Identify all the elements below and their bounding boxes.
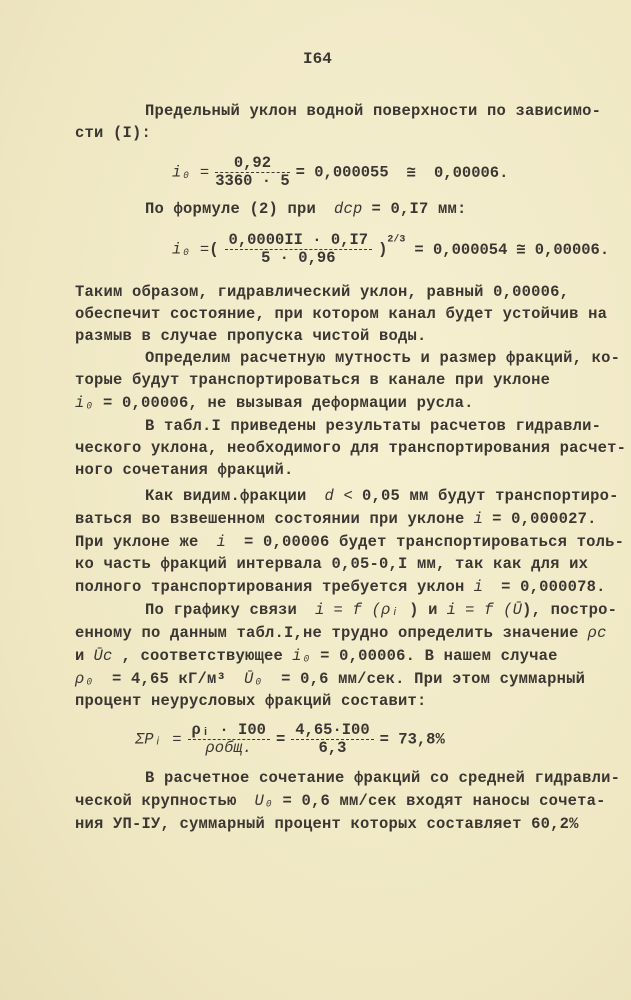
text: = 0,000078. (501, 578, 606, 596)
formula-lhs: i₀ = (172, 240, 210, 259)
text: = 0,I7 мм: (371, 200, 467, 218)
text-line: В расчетное сочетание фракций со средней гидравли- (145, 769, 621, 787)
text: енному по данным табл.I,не трудно определить значение (75, 624, 579, 642)
symbol: Ū₀ (244, 670, 264, 688)
text-line (75, 670, 585, 688)
symbol: i (473, 510, 484, 528)
numerator: 4,65·I00 (291, 722, 373, 740)
text-line: ко часть фракций интервала 0,05-0,I мм, так как для их (75, 555, 589, 573)
formula-3 (135, 722, 445, 757)
denominator: ρобщ. (205, 739, 252, 757)
text: полного транспортирования требуется уклон (75, 578, 465, 596)
text-line: размыв в случае пропуска чистой воды. (75, 327, 427, 345)
text: = 0,000027. (492, 510, 597, 528)
text: = 0,00006. В нашем случае (320, 647, 558, 665)
text: ваться во взвешенном состоянии при уклоне (75, 510, 465, 528)
symbol: ρc (587, 624, 607, 642)
symbol: ρᵢ (381, 601, 401, 619)
text-line (75, 578, 606, 596)
text: = 0,6 мм/сек. При этом суммарный (281, 670, 586, 688)
text: = 0,00006 будет транспортироваться толь- (244, 533, 625, 551)
open-paren: ( (209, 240, 219, 259)
text: , соответствующее (121, 647, 284, 665)
approx-sign: ≅ (406, 163, 416, 182)
symbol: ρ₀ (75, 670, 95, 688)
text-line (145, 487, 619, 505)
denominator: 3360 · 5 (215, 172, 290, 190)
numerator: 0,92 (215, 155, 289, 173)
text-line: ного сочетания фракций. (75, 461, 294, 479)
symbol: = f ( (465, 601, 513, 619)
text: По формуле (2) при (145, 200, 317, 218)
text-line: процент неурусловых фракций составит: (75, 692, 427, 710)
text: = 0,6 мм/сек входят наносы сочета- (282, 792, 606, 810)
text-line: ческого уклона, необходимого для транспортирования расчет- (75, 439, 627, 457)
approx-value: 0,00006. (534, 240, 610, 259)
text: 0,05 мм будут транспортиро- (362, 487, 619, 505)
text-line: ния УП-IУ, суммарный процент которых составляет 60,2% (75, 815, 579, 833)
symbol: i (216, 533, 227, 551)
symbol: Ū (512, 601, 523, 619)
text-line: Таким образом, гидравлический уклон, равный 0,00006, (75, 283, 570, 301)
exponent: 2/3 (387, 234, 406, 246)
approx-sign: ≅ (516, 240, 526, 259)
text-line (145, 601, 617, 619)
text-line: сти (I): (75, 124, 152, 142)
approx-value: 0,00006. (434, 163, 509, 182)
text-line: обеспечит состояние, при котором канал будет устойчив на (75, 305, 608, 323)
symbol: i₀ (292, 647, 312, 665)
symbol: d < (324, 487, 354, 505)
formula-lhs: i₀ = (172, 163, 210, 182)
symbol: U₀ (254, 792, 274, 810)
symbol: = f ( (333, 601, 382, 619)
symbol: i (315, 601, 325, 619)
text: = 4,65 кГ/м³ (112, 670, 227, 688)
numerator: 0,0000II · 0,I7 (225, 232, 373, 250)
text: = 0,00006, не вызывая деформации русла. (103, 394, 474, 412)
symbol: Ūc (93, 647, 113, 665)
formula-1 (172, 155, 508, 190)
text-line (75, 792, 606, 810)
equals-sign: = (275, 730, 286, 749)
text-line: торые будут транспортироваться в канале при уклоне (75, 371, 551, 389)
symbol: dср (334, 200, 363, 218)
page-number: I64 (303, 50, 332, 68)
text-line (145, 200, 467, 218)
text: и (75, 647, 85, 665)
text: Как видим.фракции (145, 487, 307, 505)
text-line: Определим расчетную мутность и размер фракций, ко- (145, 349, 621, 367)
text-line (75, 510, 597, 528)
symbol: i₀ (75, 394, 95, 412)
text-line: В табл.I приведены результаты расчетов гидравли- (145, 417, 602, 435)
denominator: 6,3 (318, 739, 347, 757)
text-line (75, 624, 607, 642)
text-line: Предельный уклон водной поверхности по зависимо- (145, 102, 602, 120)
result: = 73,8% (379, 730, 445, 749)
close-paren: ) (378, 240, 388, 259)
text: ), постро- (522, 601, 618, 619)
text-line (75, 647, 558, 665)
text-line (75, 394, 474, 412)
denominator: 5 · 0,96 (261, 249, 336, 267)
formula-lhs: ΣPᵢ = (135, 730, 182, 749)
symbol: i (473, 578, 484, 596)
text-line (75, 533, 624, 551)
text: По графику связи (145, 601, 298, 619)
formula-2 (172, 232, 609, 267)
symbol: i (446, 601, 457, 619)
text: При уклоне же (75, 533, 199, 551)
text: ческой крупностью (75, 792, 237, 810)
numerator: ρᵢ · I00 (188, 722, 270, 740)
text: ) и (409, 601, 438, 619)
result: = 0,000054 (414, 240, 508, 259)
result: = 0,000055 (295, 163, 389, 182)
